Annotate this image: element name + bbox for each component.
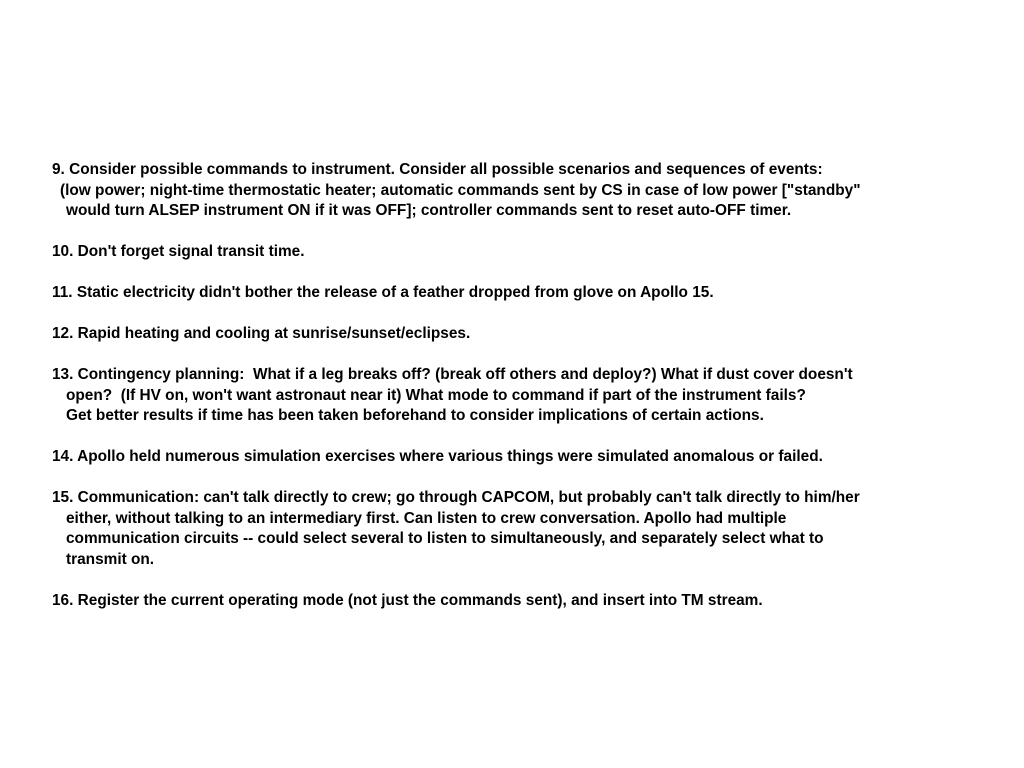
note-line: either, without talking to an intermediary first. Can listen to crew conversation. Apollo had multiple [66, 509, 787, 527]
note-item-15 [52, 488, 992, 570]
note-item-9 [52, 160, 992, 222]
note-line: 14. Apollo held numerous simulation exercises where various things were simulated anomalous or failed. [52, 448, 823, 465]
note-item-14 [52, 447, 992, 468]
note-item-13 [52, 365, 992, 427]
note-line: would turn ALSEP instrument ON if it was OFF]; controller commands sent to reset auto-OFF timer. [66, 202, 792, 219]
note-line: 13. Contingency planning: What if a leg breaks off? (break off others and deploy?) What if dust cover doesn't [52, 366, 853, 383]
note-line: 10. Don't forget signal transit time. [52, 243, 305, 260]
note-line: 12. Rapid heating and cooling at sunrise/sunset/eclipses. [52, 325, 471, 342]
note-line: 15. Communication: can't talk directly to crew; go through CAPCOM, but probably can't talk directly to him/her [52, 489, 860, 506]
note-item-16 [52, 591, 992, 612]
note-line: 9. Consider possible commands to instrument. Consider all possible scenarios and sequences of events: [52, 161, 823, 178]
note-line: Get better results if time has been taken beforehand to consider implications of certain actions. [66, 407, 764, 424]
note-line: 16. Register the current operating mode (not just the commands sent), and insert into TM stream. [52, 591, 763, 609]
note-line: communication circuits -- could select several to listen to simultaneously, and separately select what to [66, 530, 824, 547]
note-item-11 [52, 283, 992, 304]
note-item-10 [52, 242, 992, 263]
note-line: 11. Static electricity didn't bother the release of a feather dropped from glove on Apollo 15. [52, 284, 714, 301]
note-line: open? (If HV on, won't want astronaut near it) What mode to command if part of the instrument fails? [66, 386, 806, 404]
note-item-12 [52, 324, 992, 345]
note-line: (low power; night-time thermostatic heater; automatic commands sent by CS in case of low power ["standby" [60, 181, 861, 199]
note-line: transmit on. [66, 550, 155, 568]
notes-list [52, 160, 992, 632]
